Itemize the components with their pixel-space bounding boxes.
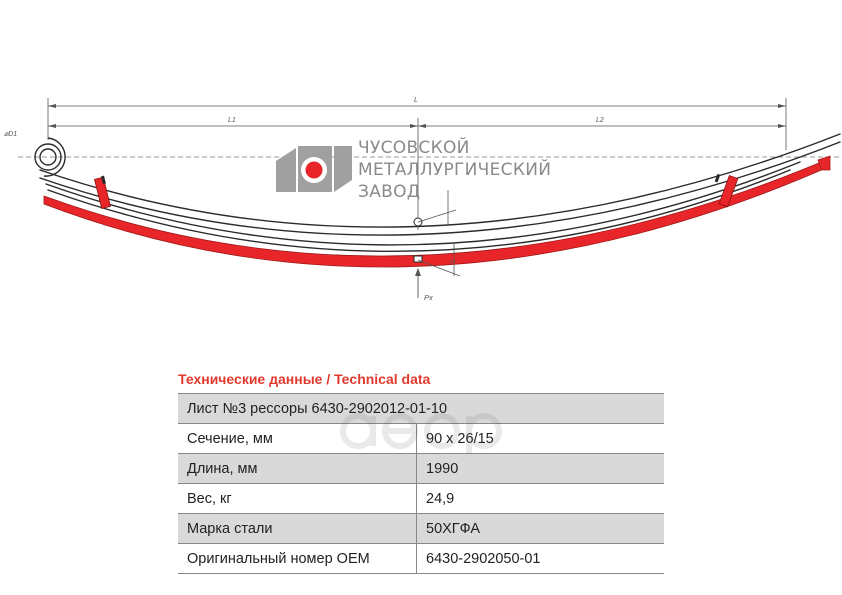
table-row xyxy=(178,514,664,544)
row-value: 6430-2902050-01 xyxy=(417,544,665,574)
table-row xyxy=(178,544,664,574)
row-value: 24,9 xyxy=(417,484,665,514)
watermark-logo xyxy=(336,408,506,454)
row-label: Оригинальный номер OEM xyxy=(178,544,417,574)
table-row xyxy=(178,454,664,484)
logo-line-3: ЗАВОД xyxy=(358,182,421,202)
dim-label-l: L xyxy=(414,97,418,104)
table-row xyxy=(178,484,664,514)
logo-line-1: ЧУСОВСКОЙ xyxy=(358,138,470,158)
row-label: Марка стали xyxy=(178,514,417,544)
logo-line-2: МЕТАЛЛУРГИЧЕСКИЙ xyxy=(358,160,552,180)
plant-logo-mark xyxy=(276,146,352,192)
dim-label-h: H xyxy=(450,259,455,266)
dim-label-l2: L2 xyxy=(596,117,604,124)
row-label: Длина, мм xyxy=(178,454,417,484)
spec-header: Лист №3 рессоры 6430-2902012-01-10 xyxy=(178,394,664,424)
dim-label-d1: ⌀D1 xyxy=(4,131,18,138)
force-label-px: Px xyxy=(424,293,433,302)
spec-title: Технические данные / Technical data xyxy=(178,371,431,387)
row-value: 90 x 26/15 xyxy=(417,424,665,454)
row-value: 50ХГФА xyxy=(417,514,665,544)
row-label: Сечение, мм xyxy=(178,424,417,454)
row-value: 1990 xyxy=(417,454,665,484)
dim-label-l1: L1 xyxy=(228,117,236,124)
row-label: Вес, кг xyxy=(178,484,417,514)
